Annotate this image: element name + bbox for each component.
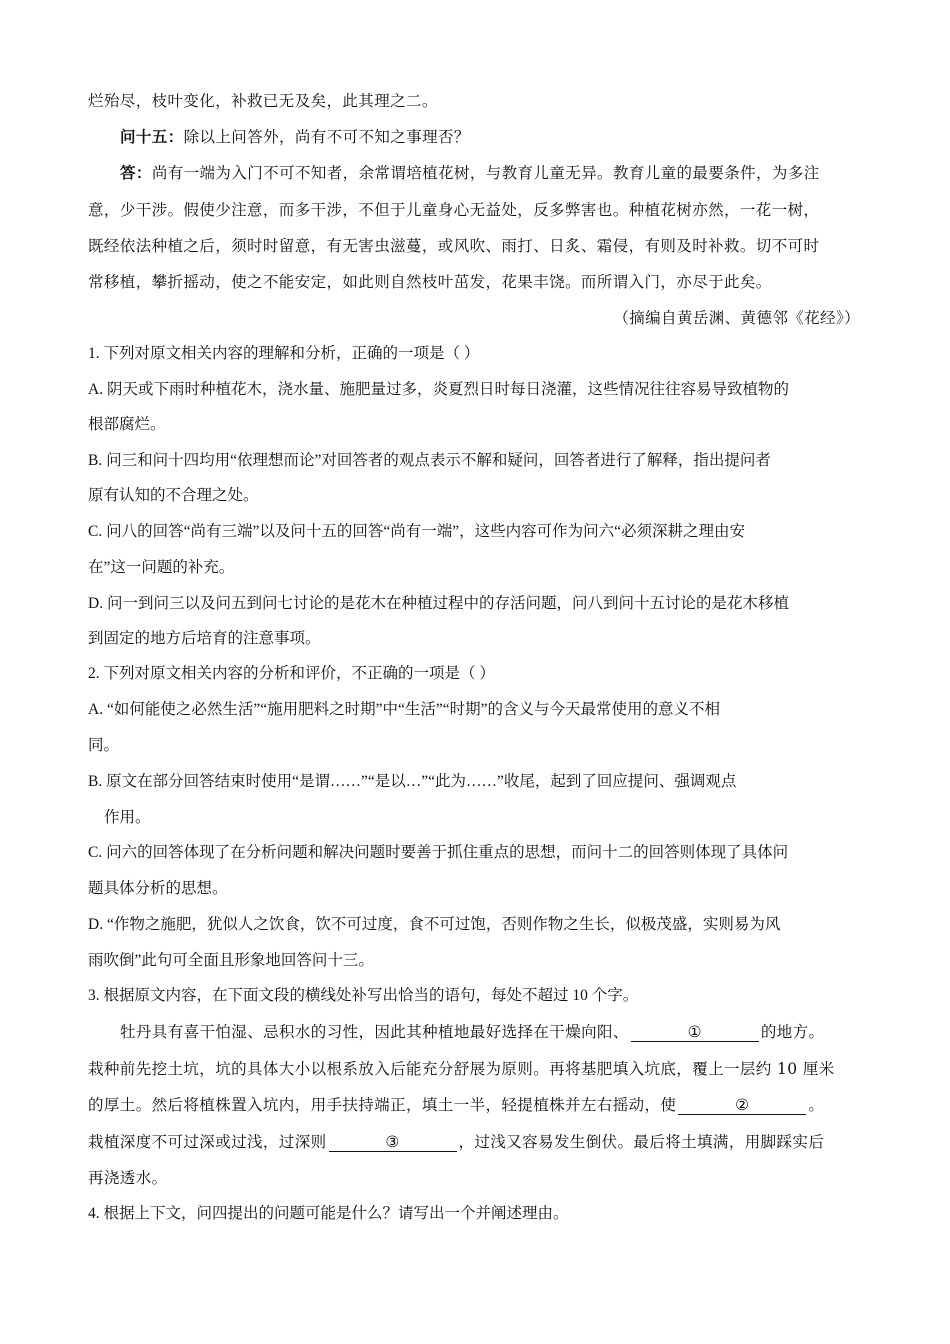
q1-option-c: C. 问八的回答“尚有三端”以及问十五的回答“尚有一端”，这些内容可作为问六“必须深耕之理由安 bbox=[88, 523, 745, 540]
q1-option-a: A. 阴天或下雨时种植花木，浇水量、施肥量过多，炎夏烈日时每日浇灌，这些情况往往容易导致植物的 bbox=[88, 381, 789, 398]
q1-option-a-cont: 根部腐烂。 bbox=[88, 416, 166, 433]
q1-option-b-cont: 原有认知的不合理之处。 bbox=[88, 487, 259, 504]
q2-option-c: C. 问六的回答体现了在分析问题和解决问题时要善于抓住重点的思想，而问十二的回答则体现了具体问 bbox=[88, 844, 789, 861]
blank-one[interactable]: ① bbox=[631, 1023, 759, 1042]
q1-stem: 1. 下列对原文相关内容的理解和分析，正确的一项是（ ） bbox=[88, 345, 480, 362]
q1-option-d: D. 问一到问三以及问五到问七讨论的是花木在种植过程中的存活问题，问八到问十五讨论的是花木移植 bbox=[88, 595, 789, 612]
q1-option-d-cont: 到固定的地方后培育的注意事项。 bbox=[88, 630, 321, 647]
q4-stem: 4. 根据上下文，问四提出的问题可能是什么？请写出一个并阐述理由。 bbox=[88, 1205, 569, 1222]
q3-paragraph-line: 栽种前先挖土坑，坑的具体大小以根系放入后能充分舒展为原则。再将基肥填入坑底，覆上一层约 10 厘米 bbox=[88, 1060, 835, 1078]
q3-paragraph-line: 的厚土。然后将植株置入坑内，用手扶持端正，填土一半，轻提植株并左右摇动，使 ② 。 bbox=[88, 1096, 825, 1114]
q15-label: 问十五： bbox=[120, 127, 184, 146]
answer-line: 常移植，攀折摇动，使之不能安定，如此则自然枝叶茁发，花果丰饶。而所谓入门，亦尽于此矣。 bbox=[88, 273, 772, 291]
q3-paragraph-line: 再浇透水。 bbox=[88, 1169, 168, 1187]
q2-stem: 2. 下列对原文相关内容的分析和评价，不正确的一项是（ ） bbox=[88, 665, 495, 682]
answer-line: 意，少干涉。假使少注意，而多干涉，不但于儿童身心无益处，反多弊害也。种植花树亦然，一花一树， bbox=[88, 201, 820, 219]
q2-option-a-cont: 同。 bbox=[88, 737, 120, 754]
q3-paragraph-line: 牡丹具有喜干怕湿、忌积水的习性，因此其种植地最好选择在干燥向阳、 ① 的地方。 bbox=[120, 1023, 825, 1041]
q2-option-a: A. “如何能使之必然生活”“施用肥料之时期”中“生活”“时期”的含义与今天最常使用的意义不相 bbox=[88, 701, 720, 718]
q1-option-b: B. 问三和问十四均用“依理想而论”对回答者的观点表示不解和疑问，回答者进行了解释，指出提问者 bbox=[88, 452, 771, 469]
q2-option-d: D. “作物之施肥，犹似人之饮食，饮不可过度，食不可过饱，否则作物之生长，似极茂盛，实则易为风 bbox=[88, 916, 781, 933]
q2-option-b-cont: 作用。 bbox=[104, 809, 151, 826]
answer-label: 答： bbox=[120, 163, 152, 182]
passage-line: 烂殆尽，枝叶变化，补救已无及矣，此其理之二。 bbox=[88, 92, 438, 110]
q1-option-c-cont: 在”这一问题的补充。 bbox=[88, 559, 235, 576]
q3-paragraph-line: 栽植深度不可过深或过浅，过深则 ③ ，过浅又容易发生倒伏。最后将土填满，用脚踩实后 bbox=[88, 1133, 825, 1151]
answer-line: 答：尚有一端为入门不可不知者，余常谓培植花树，与教育儿童无异。教育儿童的最要条件，为多注 bbox=[120, 163, 820, 182]
source-citation: （摘编自黄岳渊、黄德邻《花经》） bbox=[613, 309, 860, 327]
answer-line: 既经依法种植之后，须时时留意，有无害虫滋蔓，或风吹、雨打、日炙、霜侵，有则及时补救。切不可时 bbox=[88, 237, 820, 255]
q15-text: 除以上问答外，尚有不可不知之事理否？ bbox=[183, 128, 470, 146]
q2-option-c-cont: 题具体分析的思想。 bbox=[88, 880, 228, 897]
question-fifteen bbox=[120, 126, 868, 150]
q2-option-b: B. 原文在部分回答结束时使用“是谓……”“是以…”“此为……”收尾，起到了回应提问、强调观点 bbox=[88, 773, 737, 790]
blank-two[interactable]: ② bbox=[678, 1096, 806, 1115]
q2-option-d-cont: 雨吹倒”此句可全面且形象地回答问十三。 bbox=[88, 952, 374, 969]
q3-stem: 3. 根据原文内容，在下面文段的横线处补写出恰当的语句，每处不超过 10 个字。 bbox=[88, 987, 639, 1004]
blank-three[interactable]: ③ bbox=[329, 1133, 457, 1152]
